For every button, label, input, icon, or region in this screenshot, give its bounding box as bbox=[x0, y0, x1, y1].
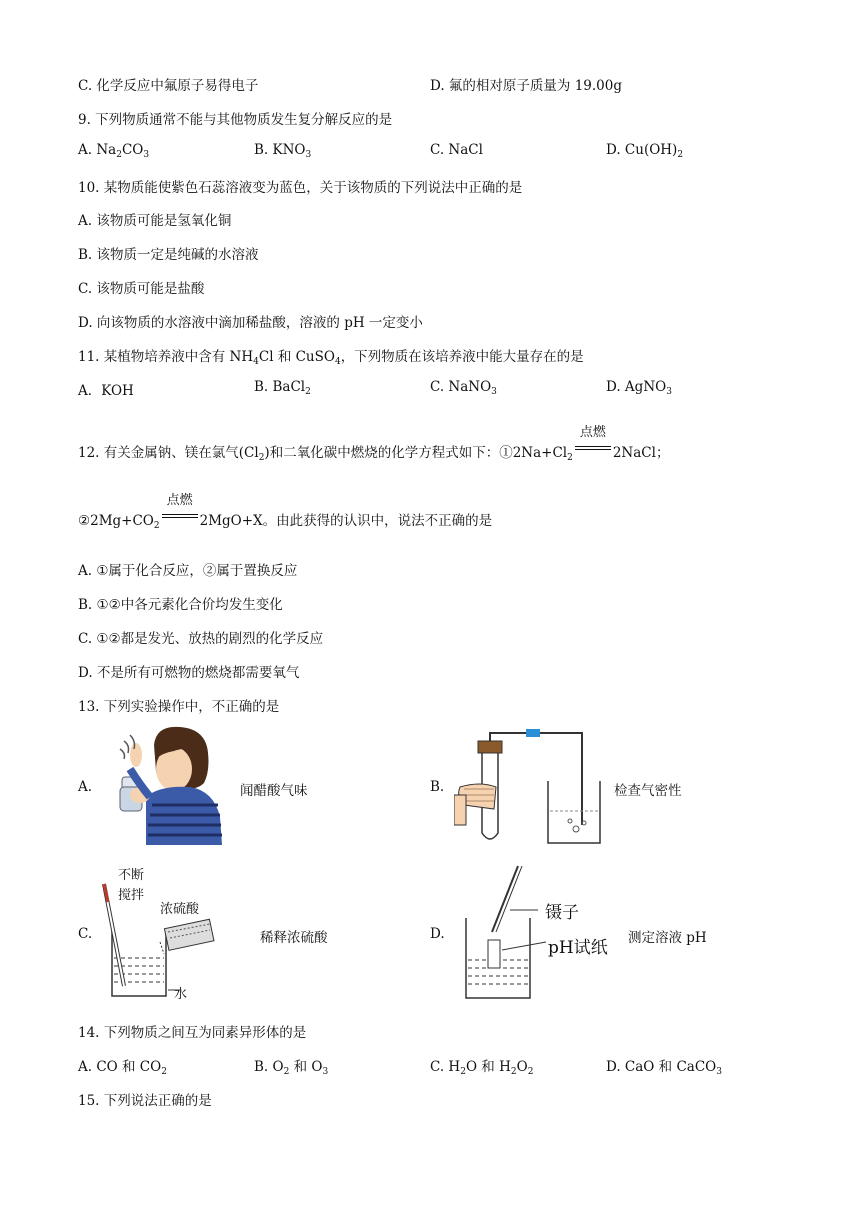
q9-option-c: C. NaCl bbox=[430, 142, 483, 158]
q13-option-c-text: 稀释浓硫酸 bbox=[260, 930, 328, 946]
measure-ph-figure bbox=[460, 862, 610, 1002]
q8-option-c: C. 化学反应中氟原子易得电子 bbox=[78, 78, 259, 94]
q12-stem: 12. 有关金属钠、镁在氯气$(Cl_2)$和二氧化碳中燃烧的化学方程式如下：$①2Na+Cl_2$ 点燃 2NaCl； bbox=[78, 425, 670, 463]
q10-option-b: B. 该物质一定是纯碱的水溶液 bbox=[78, 247, 259, 263]
q10-option-a: A. 该物质可能是氢氧化铜 bbox=[78, 213, 232, 229]
reaction-condition: 点燃 bbox=[575, 441, 611, 457]
tweezers-label: 镊子 bbox=[545, 903, 579, 923]
q10-option-c: C. 该物质可能是盐酸 bbox=[78, 281, 205, 297]
smelling-vinegar-figure bbox=[100, 725, 225, 845]
concentrated-acid-label: 浓硫酸 bbox=[160, 902, 200, 917]
stir-label-1: 不断 bbox=[118, 868, 145, 883]
q11-stem: 11. 某植物培养液中含有 $NH_4Cl$ 和 CuSO$_4$，下列物质在该培养液中能大量存在的是 bbox=[78, 349, 584, 367]
q14-stem: 14. 下列物质之间互为同素异形体的是 bbox=[78, 1025, 307, 1041]
q14-option-b: B. $O_2$ 和 $O_3$ bbox=[254, 1059, 329, 1077]
q9-option-b: B. $KNO_3$ bbox=[254, 142, 312, 160]
q8-option-d: D. 氟的相对原子质量为 19.00g bbox=[430, 78, 623, 94]
q13-option-c-letter: C. bbox=[78, 926, 93, 942]
q12-option-c: C. ①②都是发光、放热的剧烈的化学反应 bbox=[78, 631, 324, 647]
dilute-sulfuric-acid-figure bbox=[98, 862, 238, 1002]
q12-option-a: A. ①属于化合反应，②属于置换反应 bbox=[78, 563, 298, 579]
airtightness-check-figure bbox=[454, 725, 604, 850]
q9-option-a: A. $Na_2CO_3$ bbox=[78, 142, 150, 160]
q10-option-d: D. 向该物质的水溶液中滴加稀盐酸，溶液的 pH 一定变小 bbox=[78, 315, 423, 331]
q11-option-c: C. NaNO$_3$ bbox=[430, 379, 497, 397]
q13-option-d-letter: D. bbox=[430, 926, 445, 942]
q10-stem: 10. 某物质能使紫色石蕊溶液变为蓝色，关于该物质的下列说法中正确的是 bbox=[78, 180, 523, 196]
q11-option-a: A．KOH bbox=[78, 383, 134, 399]
q13-option-a-letter: A. bbox=[78, 779, 93, 795]
q13-stem: 13. 下列实验操作中，不正确的是 bbox=[78, 699, 280, 715]
q14-option-c: C. $H_2O$ 和 $H_2O_2$ bbox=[430, 1059, 534, 1077]
stir-label-2: 搅拌 bbox=[118, 888, 145, 903]
q14-option-a: A. CO 和 $CO_2$ bbox=[78, 1059, 167, 1077]
q13-option-d-text: 测定溶液 pH bbox=[628, 930, 707, 946]
water-label: 水 bbox=[174, 987, 188, 1002]
q11-option-d: D. AgNO$_3$ bbox=[606, 379, 672, 397]
q13-option-b-text: 检查气密性 bbox=[614, 783, 682, 799]
q15-stem: 15. 下列说法正确的是 bbox=[78, 1093, 212, 1109]
q12-equation-2: $②2Mg+CO_2$ 点燃 2MgO+X。由此获得的认识中，说法不正确的是 bbox=[78, 493, 493, 531]
q9-option-d: D. $Cu(OH)_2$ bbox=[606, 142, 684, 160]
q13-option-b-letter: B. bbox=[430, 779, 445, 795]
q11-option-b: B. BaCl$_2$ bbox=[254, 379, 311, 397]
q12-option-d: D. 不是所有可燃物的燃烧都需要氧气 bbox=[78, 665, 300, 681]
q9-stem: 9. 下列物质通常不能与其他物质发生复分解反应的是 bbox=[78, 112, 393, 128]
q13-option-a-text: 闻醋酸气味 bbox=[240, 783, 308, 799]
q12-option-b: B. ①②中各元素化合价均发生变化 bbox=[78, 597, 283, 613]
q14-option-d: D. CaO 和 CaCO$_3$ bbox=[606, 1059, 722, 1077]
ph-paper-label: pH试纸 bbox=[548, 938, 608, 958]
reaction-condition: 点燃 bbox=[162, 509, 198, 525]
